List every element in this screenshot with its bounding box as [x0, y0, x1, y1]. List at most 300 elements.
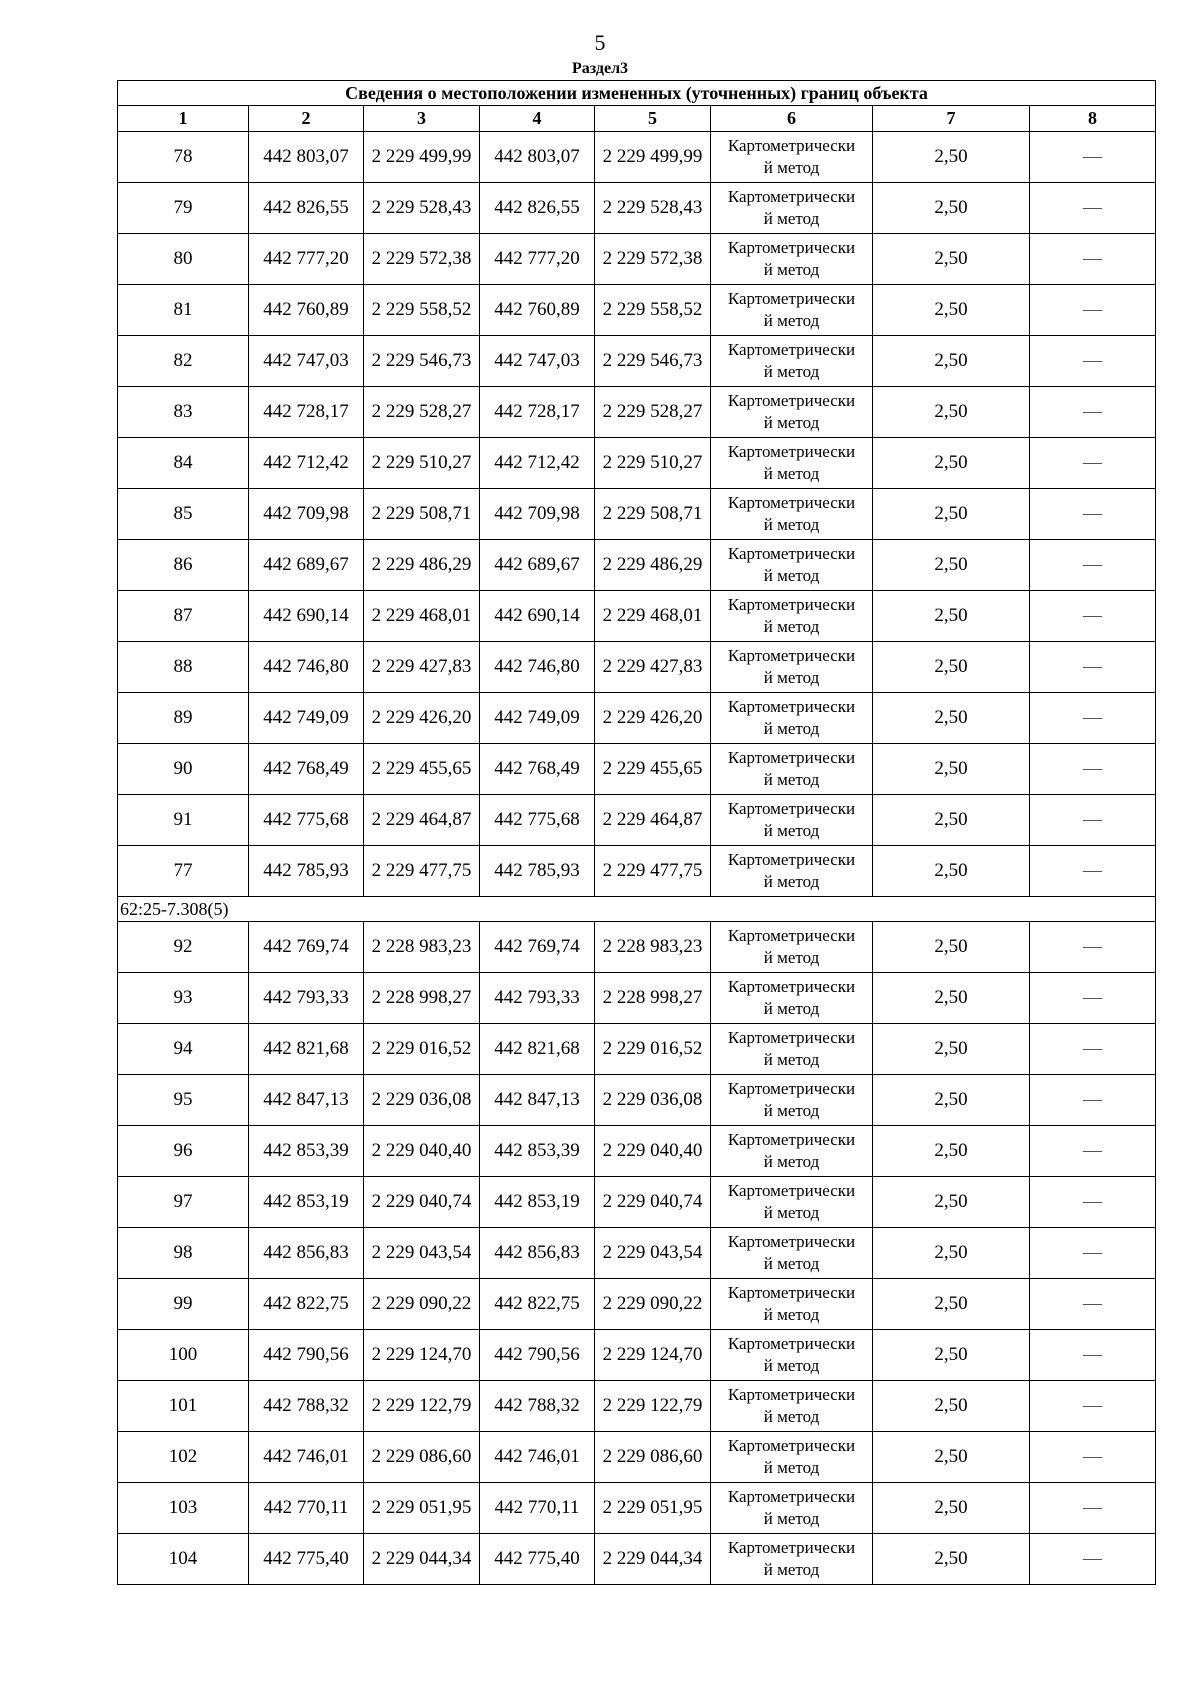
- x-new-cell: 442 785,93: [480, 846, 595, 897]
- x-new-cell: 442 847,13: [480, 1075, 595, 1126]
- y-new-cell: 2 229 546,73: [595, 336, 711, 387]
- y-old-cell: 2 228 983,23: [364, 922, 480, 973]
- table-row: [118, 591, 1156, 642]
- method-text-line1: Картометрически: [727, 977, 856, 996]
- y-new-cell: 2 229 499,99: [595, 132, 711, 183]
- method-text-line2: й метод: [763, 948, 820, 967]
- method-text-line1: Картометрически: [727, 1130, 856, 1149]
- point-number-cell: 95: [118, 1075, 249, 1126]
- x-new-cell: 442 777,20: [480, 234, 595, 285]
- method-text-line1: Картометрически: [727, 1283, 856, 1302]
- precision-cell: 2,50: [873, 1483, 1030, 1534]
- method-cell: [711, 540, 873, 591]
- y-new-cell: 2 229 040,40: [595, 1126, 711, 1177]
- method-text-line2: й метод: [763, 617, 820, 636]
- table-row: [118, 489, 1156, 540]
- x-old-cell: 442 803,07: [249, 132, 364, 183]
- method-text-line1: Картометрически: [727, 595, 856, 614]
- method-cell: [711, 591, 873, 642]
- x-new-cell: 442 775,68: [480, 795, 595, 846]
- y-old-cell: 2 229 040,40: [364, 1126, 480, 1177]
- y-old-cell: 2 229 510,27: [364, 438, 480, 489]
- x-old-cell: 442 749,09: [249, 693, 364, 744]
- method-cell: [711, 285, 873, 336]
- description-cell: —: [1030, 1330, 1156, 1381]
- method-text-line1: Картометрически: [727, 1232, 856, 1251]
- column-number: 4: [480, 106, 595, 132]
- section-title: Раздел3: [571, 60, 629, 77]
- precision-cell: 2,50: [873, 183, 1030, 234]
- description-cell: —: [1030, 642, 1156, 693]
- x-old-cell: 442 760,89: [249, 285, 364, 336]
- method-cell: [711, 922, 873, 973]
- y-old-cell: 2 229 427,83: [364, 642, 480, 693]
- method-cell: [711, 846, 873, 897]
- y-old-cell: 2 229 090,22: [364, 1279, 480, 1330]
- description-cell: —: [1030, 922, 1156, 973]
- y-old-cell: 2 229 572,38: [364, 234, 480, 285]
- point-number-cell: 90: [118, 744, 249, 795]
- y-new-cell: 2 229 016,52: [595, 1024, 711, 1075]
- y-new-cell: 2 228 998,27: [595, 973, 711, 1024]
- precision-cell: 2,50: [873, 540, 1030, 591]
- y-new-cell: 2 229 468,01: [595, 591, 711, 642]
- method-text-line1: Картометрически: [727, 1538, 856, 1557]
- column-number: 1: [118, 106, 249, 132]
- method-text-line2: й метод: [763, 1305, 820, 1324]
- method-text-line2: й метод: [763, 1356, 820, 1375]
- y-new-cell: 2 229 086,60: [595, 1432, 711, 1483]
- point-number-cell: 93: [118, 973, 249, 1024]
- description-cell: —: [1030, 973, 1156, 1024]
- method-cell: [711, 1381, 873, 1432]
- x-old-cell: 442 768,49: [249, 744, 364, 795]
- method-text-line2: й метод: [763, 999, 820, 1018]
- boundary-table: [117, 80, 1156, 1585]
- point-number-cell: 79: [118, 183, 249, 234]
- point-number-cell: 82: [118, 336, 249, 387]
- y-old-cell: 2 229 486,29: [364, 540, 480, 591]
- y-old-cell: 2 229 051,95: [364, 1483, 480, 1534]
- precision-cell: 2,50: [873, 795, 1030, 846]
- column-number: 3: [364, 106, 480, 132]
- method-cell: [711, 132, 873, 183]
- description-cell: —: [1030, 1126, 1156, 1177]
- point-number-cell: 100: [118, 1330, 249, 1381]
- y-old-cell: 2 229 499,99: [364, 132, 480, 183]
- column-number: 5: [595, 106, 711, 132]
- y-new-cell: 2 229 036,08: [595, 1075, 711, 1126]
- y-new-cell: 2 229 455,65: [595, 744, 711, 795]
- method-text-line1: Картометрически: [727, 442, 856, 461]
- table-row: [118, 795, 1156, 846]
- method-cell: [711, 183, 873, 234]
- method-text-line2: й метод: [763, 260, 820, 279]
- method-text-line1: Картометрически: [727, 544, 856, 563]
- method-text-line2: й метод: [763, 464, 820, 483]
- precision-cell: 2,50: [873, 489, 1030, 540]
- point-number-cell: 92: [118, 922, 249, 973]
- method-text-line1: Картометрически: [727, 493, 856, 512]
- precision-cell: 2,50: [873, 1075, 1030, 1126]
- group-header-row: [118, 897, 1156, 922]
- description-cell: —: [1030, 795, 1156, 846]
- description-cell: —: [1030, 387, 1156, 438]
- method-cell: [711, 1024, 873, 1075]
- y-old-cell: 2 229 124,70: [364, 1330, 480, 1381]
- method-text-line1: Картометрически: [727, 1181, 856, 1200]
- method-text-line2: й метод: [763, 311, 820, 330]
- x-old-cell: 442 788,32: [249, 1381, 364, 1432]
- y-old-cell: 2 229 508,71: [364, 489, 480, 540]
- method-text-line2: й метод: [763, 515, 820, 534]
- description-cell: —: [1030, 1228, 1156, 1279]
- point-number-cell: 101: [118, 1381, 249, 1432]
- y-old-cell: 2 229 036,08: [364, 1075, 480, 1126]
- point-number-cell: 78: [118, 132, 249, 183]
- x-old-cell: 442 853,39: [249, 1126, 364, 1177]
- x-old-cell: 442 746,01: [249, 1432, 364, 1483]
- y-new-cell: 2 229 051,95: [595, 1483, 711, 1534]
- table-row: [118, 183, 1156, 234]
- y-new-cell: 2 229 572,38: [595, 234, 711, 285]
- group-label: 62:25-7.308(5): [118, 897, 1156, 922]
- method-cell: [711, 438, 873, 489]
- description-cell: —: [1030, 438, 1156, 489]
- point-number-cell: 98: [118, 1228, 249, 1279]
- table-row: [118, 1483, 1156, 1534]
- method-text-line1: Картометрически: [727, 697, 856, 716]
- x-new-cell: 442 760,89: [480, 285, 595, 336]
- x-old-cell: 442 847,13: [249, 1075, 364, 1126]
- method-cell: [711, 336, 873, 387]
- description-cell: —: [1030, 1177, 1156, 1228]
- x-new-cell: 442 770,11: [480, 1483, 595, 1534]
- table-caption-row: [118, 81, 1156, 106]
- table-row: [118, 1177, 1156, 1228]
- precision-cell: 2,50: [873, 744, 1030, 795]
- method-text-line1: Картометрически: [727, 289, 856, 308]
- description-cell: —: [1030, 1483, 1156, 1534]
- description-cell: —: [1030, 234, 1156, 285]
- x-new-cell: 442 790,56: [480, 1330, 595, 1381]
- method-text-line2: й метод: [763, 1560, 820, 1579]
- y-new-cell: 2 229 477,75: [595, 846, 711, 897]
- x-old-cell: 442 689,67: [249, 540, 364, 591]
- point-number-cell: 88: [118, 642, 249, 693]
- y-old-cell: 2 229 477,75: [364, 846, 480, 897]
- point-number-cell: 77: [118, 846, 249, 897]
- method-cell: [711, 1432, 873, 1483]
- point-number-cell: 80: [118, 234, 249, 285]
- precision-cell: 2,50: [873, 387, 1030, 438]
- x-new-cell: 442 821,68: [480, 1024, 595, 1075]
- method-text-line2: й метод: [763, 872, 820, 891]
- precision-cell: 2,50: [873, 1381, 1030, 1432]
- description-cell: —: [1030, 744, 1156, 795]
- description-cell: —: [1030, 285, 1156, 336]
- method-cell: [711, 489, 873, 540]
- description-cell: —: [1030, 1279, 1156, 1330]
- y-old-cell: 2 229 016,52: [364, 1024, 480, 1075]
- method-text-line1: Картометрически: [727, 799, 856, 818]
- y-new-cell: 2 229 043,54: [595, 1228, 711, 1279]
- x-new-cell: 442 746,80: [480, 642, 595, 693]
- method-cell: [711, 1483, 873, 1534]
- point-number-cell: 94: [118, 1024, 249, 1075]
- precision-cell: 2,50: [873, 234, 1030, 285]
- y-new-cell: 2 229 122,79: [595, 1381, 711, 1432]
- method-text-line1: Картометрически: [727, 1487, 856, 1506]
- x-old-cell: 442 746,80: [249, 642, 364, 693]
- method-text-line2: й метод: [763, 1050, 820, 1069]
- table-row: [118, 973, 1156, 1024]
- x-old-cell: 442 775,68: [249, 795, 364, 846]
- page-number: 5: [594, 30, 606, 55]
- precision-cell: 2,50: [873, 846, 1030, 897]
- y-new-cell: 2 229 528,43: [595, 183, 711, 234]
- method-text-line1: Картометрически: [727, 391, 856, 410]
- point-number-cell: 99: [118, 1279, 249, 1330]
- method-text-line1: Картометрически: [727, 1079, 856, 1098]
- method-cell: [711, 1279, 873, 1330]
- x-new-cell: 442 749,09: [480, 693, 595, 744]
- y-old-cell: 2 229 040,74: [364, 1177, 480, 1228]
- method-text-line2: й метод: [763, 1203, 820, 1222]
- method-text-line2: й метод: [763, 719, 820, 738]
- y-old-cell: 2 229 464,87: [364, 795, 480, 846]
- description-cell: —: [1030, 693, 1156, 744]
- description-cell: —: [1030, 1432, 1156, 1483]
- point-number-cell: 91: [118, 795, 249, 846]
- x-old-cell: 442 853,19: [249, 1177, 364, 1228]
- y-new-cell: 2 229 486,29: [595, 540, 711, 591]
- x-old-cell: 442 821,68: [249, 1024, 364, 1075]
- method-cell: [711, 1126, 873, 1177]
- method-text-line2: й метод: [763, 1458, 820, 1477]
- method-text-line2: й метод: [763, 1407, 820, 1426]
- description-cell: —: [1030, 1075, 1156, 1126]
- method-text-line2: й метод: [763, 209, 820, 228]
- method-text-line2: й метод: [763, 1152, 820, 1171]
- table-row: [118, 1126, 1156, 1177]
- column-number: 2: [249, 106, 364, 132]
- y-new-cell: 2 229 464,87: [595, 795, 711, 846]
- y-old-cell: 2 228 998,27: [364, 973, 480, 1024]
- y-old-cell: 2 229 122,79: [364, 1381, 480, 1432]
- method-text-line2: й метод: [763, 1101, 820, 1120]
- method-cell: [711, 744, 873, 795]
- table-row: [118, 693, 1156, 744]
- method-cell: [711, 1228, 873, 1279]
- column-number: 6: [711, 106, 873, 132]
- method-text-line1: Картометрически: [727, 1334, 856, 1353]
- method-text-line2: й метод: [763, 821, 820, 840]
- y-old-cell: 2 229 468,01: [364, 591, 480, 642]
- x-new-cell: 442 690,14: [480, 591, 595, 642]
- precision-cell: 2,50: [873, 1330, 1030, 1381]
- point-number-cell: 104: [118, 1534, 249, 1585]
- point-number-cell: 86: [118, 540, 249, 591]
- table-row: [118, 1330, 1156, 1381]
- y-old-cell: 2 229 455,65: [364, 744, 480, 795]
- table-row: [118, 922, 1156, 973]
- y-new-cell: 2 229 426,20: [595, 693, 711, 744]
- y-new-cell: 2 228 983,23: [595, 922, 711, 973]
- x-new-cell: 442 856,83: [480, 1228, 595, 1279]
- method-text-line1: Картометрически: [727, 1385, 856, 1404]
- precision-cell: 2,50: [873, 336, 1030, 387]
- precision-cell: 2,50: [873, 1432, 1030, 1483]
- method-cell: [711, 1330, 873, 1381]
- precision-cell: 2,50: [873, 1279, 1030, 1330]
- table-row: [118, 132, 1156, 183]
- x-old-cell: 442 856,83: [249, 1228, 364, 1279]
- x-new-cell: 442 747,03: [480, 336, 595, 387]
- y-new-cell: 2 229 124,70: [595, 1330, 711, 1381]
- y-old-cell: 2 229 086,60: [364, 1432, 480, 1483]
- precision-cell: 2,50: [873, 132, 1030, 183]
- precision-cell: 2,50: [873, 973, 1030, 1024]
- point-number-cell: 89: [118, 693, 249, 744]
- point-number-cell: 83: [118, 387, 249, 438]
- point-number-cell: 97: [118, 1177, 249, 1228]
- method-text-line2: й метод: [763, 1254, 820, 1273]
- x-old-cell: 442 728,17: [249, 387, 364, 438]
- x-old-cell: 442 785,93: [249, 846, 364, 897]
- y-new-cell: 2 229 508,71: [595, 489, 711, 540]
- method-cell: [711, 1534, 873, 1585]
- description-cell: —: [1030, 540, 1156, 591]
- method-text-line2: й метод: [763, 770, 820, 789]
- table-row: [118, 438, 1156, 489]
- method-text-line2: й метод: [763, 1509, 820, 1528]
- x-new-cell: 442 689,67: [480, 540, 595, 591]
- x-old-cell: 442 822,75: [249, 1279, 364, 1330]
- table-row: [118, 1075, 1156, 1126]
- precision-cell: 2,50: [873, 591, 1030, 642]
- method-text-line2: й метод: [763, 158, 820, 177]
- x-new-cell: 442 826,55: [480, 183, 595, 234]
- x-old-cell: 442 777,20: [249, 234, 364, 285]
- method-cell: [711, 234, 873, 285]
- column-number: 7: [873, 106, 1030, 132]
- y-new-cell: 2 229 044,34: [595, 1534, 711, 1585]
- y-old-cell: 2 229 426,20: [364, 693, 480, 744]
- point-number-cell: 87: [118, 591, 249, 642]
- x-old-cell: 442 793,33: [249, 973, 364, 1024]
- method-text-line1: Картометрически: [727, 187, 856, 206]
- description-cell: —: [1030, 591, 1156, 642]
- method-text-line2: й метод: [763, 362, 820, 381]
- precision-cell: 2,50: [873, 1228, 1030, 1279]
- x-new-cell: 442 775,40: [480, 1534, 595, 1585]
- table-row: [118, 234, 1156, 285]
- y-old-cell: 2 229 044,34: [364, 1534, 480, 1585]
- table-title: Сведения о местоположении измененных (уточненных) границ объекта: [118, 81, 1156, 106]
- point-number-cell: 96: [118, 1126, 249, 1177]
- y-old-cell: 2 229 043,54: [364, 1228, 480, 1279]
- point-number-cell: 85: [118, 489, 249, 540]
- method-cell: [711, 1075, 873, 1126]
- x-new-cell: 442 853,19: [480, 1177, 595, 1228]
- description-cell: —: [1030, 1024, 1156, 1075]
- column-number-row: [118, 106, 1156, 132]
- y-old-cell: 2 229 528,27: [364, 387, 480, 438]
- table-row: [118, 336, 1156, 387]
- table-row: [118, 1279, 1156, 1330]
- method-text-line1: Картометрически: [727, 1028, 856, 1047]
- description-cell: —: [1030, 336, 1156, 387]
- description-cell: —: [1030, 1381, 1156, 1432]
- x-new-cell: 442 788,32: [480, 1381, 595, 1432]
- method-text-line2: й метод: [763, 668, 820, 687]
- x-new-cell: 442 709,98: [480, 489, 595, 540]
- table-row: [118, 285, 1156, 336]
- method-cell: [711, 693, 873, 744]
- table-row: [118, 1432, 1156, 1483]
- table-row: [118, 1381, 1156, 1432]
- precision-cell: 2,50: [873, 1126, 1030, 1177]
- y-old-cell: 2 229 528,43: [364, 183, 480, 234]
- method-text-line1: Картометрически: [727, 340, 856, 359]
- x-new-cell: 442 746,01: [480, 1432, 595, 1483]
- precision-cell: 2,50: [873, 922, 1030, 973]
- x-old-cell: 442 790,56: [249, 1330, 364, 1381]
- x-new-cell: 442 768,49: [480, 744, 595, 795]
- table-row: [118, 1228, 1156, 1279]
- y-old-cell: 2 229 546,73: [364, 336, 480, 387]
- x-old-cell: 442 747,03: [249, 336, 364, 387]
- x-new-cell: 442 769,74: [480, 922, 595, 973]
- point-number-cell: 102: [118, 1432, 249, 1483]
- method-text-line1: Картометрически: [727, 238, 856, 257]
- point-number-cell: 84: [118, 438, 249, 489]
- method-text-line1: Картометрически: [727, 926, 856, 945]
- x-new-cell: 442 712,42: [480, 438, 595, 489]
- x-old-cell: 442 826,55: [249, 183, 364, 234]
- x-old-cell: 442 769,74: [249, 922, 364, 973]
- method-text-line2: й метод: [763, 566, 820, 585]
- column-number: 8: [1030, 106, 1156, 132]
- x-new-cell: 442 822,75: [480, 1279, 595, 1330]
- method-cell: [711, 973, 873, 1024]
- x-old-cell: 442 770,11: [249, 1483, 364, 1534]
- x-new-cell: 442 803,07: [480, 132, 595, 183]
- x-old-cell: 442 775,40: [249, 1534, 364, 1585]
- x-old-cell: 442 709,98: [249, 489, 364, 540]
- method-cell: [711, 795, 873, 846]
- x-new-cell: 442 853,39: [480, 1126, 595, 1177]
- y-new-cell: 2 229 558,52: [595, 285, 711, 336]
- method-text-line2: й метод: [763, 413, 820, 432]
- point-number-cell: 103: [118, 1483, 249, 1534]
- x-new-cell: 442 793,33: [480, 973, 595, 1024]
- x-old-cell: 442 712,42: [249, 438, 364, 489]
- y-new-cell: 2 229 510,27: [595, 438, 711, 489]
- table-row: [118, 642, 1156, 693]
- x-old-cell: 442 690,14: [249, 591, 364, 642]
- precision-cell: 2,50: [873, 1534, 1030, 1585]
- method-cell: [711, 642, 873, 693]
- description-cell: —: [1030, 1534, 1156, 1585]
- table-row: [118, 846, 1156, 897]
- method-text-line1: Картометрически: [727, 136, 856, 155]
- table-row: [118, 387, 1156, 438]
- table-row: [118, 1024, 1156, 1075]
- y-new-cell: 2 229 040,74: [595, 1177, 711, 1228]
- method-cell: [711, 387, 873, 438]
